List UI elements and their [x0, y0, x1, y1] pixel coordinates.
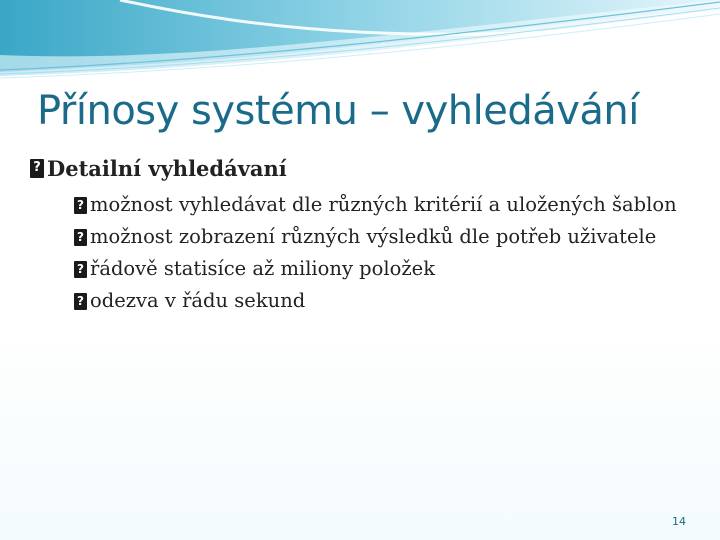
missing-glyph-icon [74, 261, 87, 278]
missing-glyph-icon [74, 197, 87, 214]
bullet-heading: Detailní vyhledávaní [47, 156, 287, 181]
sub-bullet-item [74, 224, 680, 250]
sub-bullet-text: možnost vyhledávat dle různých kritérií a uložených šablon [90, 193, 677, 216]
sub-bullet-text: odezva v řádu sekund [90, 289, 306, 312]
bullet-item-level1 [30, 152, 680, 186]
sub-bullet-item [74, 256, 680, 282]
sub-bullet-text: řádově statisíce až miliony položek [90, 257, 436, 280]
bullet-list [30, 152, 680, 314]
missing-glyph-icon [74, 229, 87, 246]
sub-bullet-text: možnost zobrazení různých výsledků dle potřeb uživatele [90, 225, 657, 248]
missing-glyph-icon [74, 293, 87, 310]
page-number: 14 [672, 515, 686, 528]
missing-glyph-icon [30, 159, 44, 178]
sub-bullet-item [74, 288, 680, 314]
sub-bullet-item [74, 192, 680, 218]
header-wave-decoration [0, 0, 720, 90]
slide-title: Přínosy systému – vyhledávání [37, 88, 639, 134]
